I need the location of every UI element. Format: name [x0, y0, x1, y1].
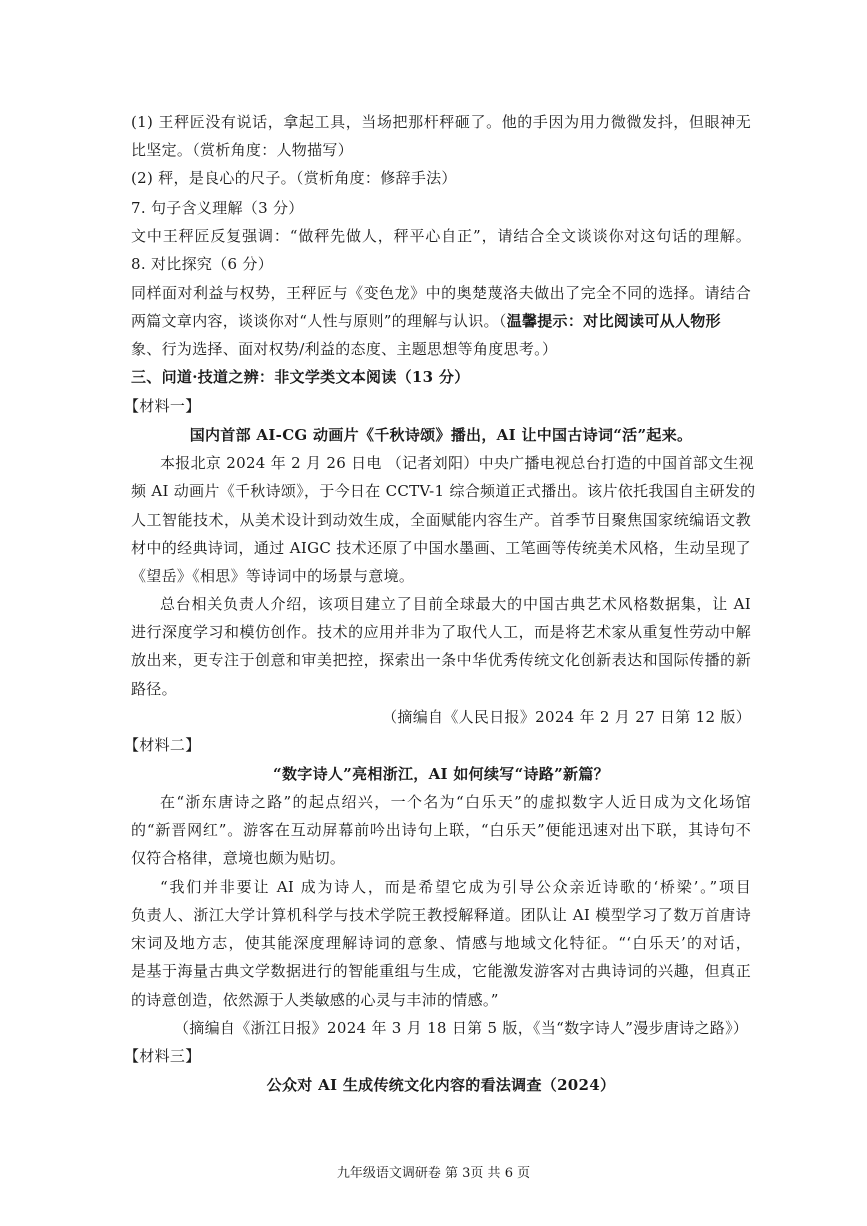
- material-two-label: 【材料二】: [124, 736, 201, 754]
- question-8-title: 8. 对比探究（6 分）: [131, 255, 273, 273]
- answer-line-1: (1) 王秤匠没有说话，拿起工具，当场把那杆秤砸了。他的手因为用力微微发抖，但眼神无: [131, 113, 751, 131]
- m1-p1-line-1: 本报北京 2024 年 2 月 26 日电 （记者刘阳）中央广播电视总台打造的中国首部文生视: [160, 454, 754, 472]
- m2-p1-line-1: 在“浙东唐诗之路”的起点绍兴，一个名为“白乐天”的虚拟数字人近日成为文化场馆: [160, 793, 751, 811]
- page-footer: 九年级语文调研卷 第 3页 共 6 页: [336, 1166, 531, 1181]
- m2-p2-line-1: “我们并非要让 AI 成为诗人，而是希望它成为引导公众亲近诗歌的‘桥梁’。”项目: [160, 878, 751, 896]
- question-8-text-1: 同样面对利益与权势，王秤匠与《变色龙》中的奥楚蔑洛夫做出了完全不同的选择。请结合: [131, 284, 751, 302]
- material-three-headline: 公众对 AI 生成传统文化内容的看法调查（2024）: [266, 1076, 616, 1094]
- m2-source: （摘编自《浙江日报》2024 年 3 月 18 日第 5 版，《当“数字诗人”漫步唐诗之路》）: [174, 1019, 749, 1037]
- m2-p2-line-3: 宋词及地方志，使其能深度理解诗词的意象、情感与地域文化特征。“‘白乐天’的对话，: [131, 934, 751, 952]
- m1-p1-line-4: 材中的经典诗词，通过 AIGC 技术还原了中国水墨画、工笔画等传统美术风格，生动呈现了: [131, 539, 751, 557]
- question-8-text-3: 象、行为选择、面对权势/利益的态度、主题思想等角度思考。）: [131, 340, 558, 358]
- question-8-text-2: [131, 311, 751, 331]
- m2-p1-line-3: 仅符合格律，意境也颇为贴切。: [131, 849, 346, 867]
- m2-p2-line-5: 的诗意创造，依然源于人类敏感的心灵与丰沛的情感。”: [131, 991, 499, 1009]
- m2-p2-line-4: 是基于海量古典文学数据进行的智能重组与生成，它能激发游客对古典诗词的兴趣，但真正: [131, 962, 751, 980]
- m1-p1-line-2: 频 AI 动画片《千秋诗颂》，于今日在 CCTV-1 综合频道正式播出。该片依托我国自主研发的: [131, 482, 756, 500]
- m2-p1-line-2: 的“新晋网红”。游客在互动屏幕前吟出诗句上联，“白乐天”便能迅速对出下联，其诗句不: [131, 821, 751, 839]
- m2-p2-line-2: 负责人、浙江大学计算机科学与技术学院王教授解释道。团队让 AI 模型学习了数万首唐诗: [131, 906, 751, 924]
- answer-line-3: (2) 秤，是良心的尺子。（赏析角度：修辞手法）: [131, 169, 457, 187]
- m1-source: （摘编自《人民日报》2024 年 2 月 27 日第 12 版）: [382, 708, 751, 726]
- m1-p1-line-5: 《望岳》《相思》等诗词中的场景与意境。: [131, 567, 415, 585]
- question-7-title: 7. 句子含义理解（3 分）: [131, 199, 304, 217]
- m1-p2-line-4: 路径。: [131, 680, 177, 698]
- m1-p2-line-2: 进行深度学习和模仿创作。技术的应用并非为了取代人工，而是将艺术家从重复性劳动中解: [131, 623, 751, 641]
- material-two-headline: “数字诗人”亮相浙江，AI 如何续写“诗路”新篇？: [273, 765, 609, 783]
- section-three-title: 三、问道·技道之辨：非文学类文本阅读（13 分）: [131, 368, 470, 386]
- question-7-text: 文中王秤匠反复强调：“做秤先做人，秤平心自正”，请结合全文谈谈你对这句话的理解。: [131, 227, 751, 245]
- material-three-label: 【材料三】: [124, 1047, 201, 1065]
- hint-label: 温馨提示：对比阅读可从人物形: [506, 312, 721, 330]
- question-8-text-2a: 两篇文章内容，谈谈你对“人性与原则”的理解与认识。（: [131, 312, 507, 330]
- m1-p1-line-3: 人工智能技术，从美术设计到动效生成，全面赋能内容生产。首季节目聚焦国家统编语文教: [131, 511, 751, 529]
- material-one-headline: 国内首部 AI-CG 动画片《千秋诗颂》播出，AI 让中国古诗词“活”起来。: [189, 426, 693, 444]
- m1-p2-line-3: 放出来，更专注于创意和审美把控，探索出一条中华优秀传统文化创新表达和国际传播的新: [131, 651, 751, 669]
- answer-line-2: 比坚定。（赏析角度：人物描写）: [131, 141, 354, 159]
- m1-p2-line-1: 总台相关负责人介绍，该项目建立了目前全球最大的中国古典艺术风格数据集，让 AI: [160, 595, 751, 613]
- material-one-label: 【材料一】: [124, 397, 201, 415]
